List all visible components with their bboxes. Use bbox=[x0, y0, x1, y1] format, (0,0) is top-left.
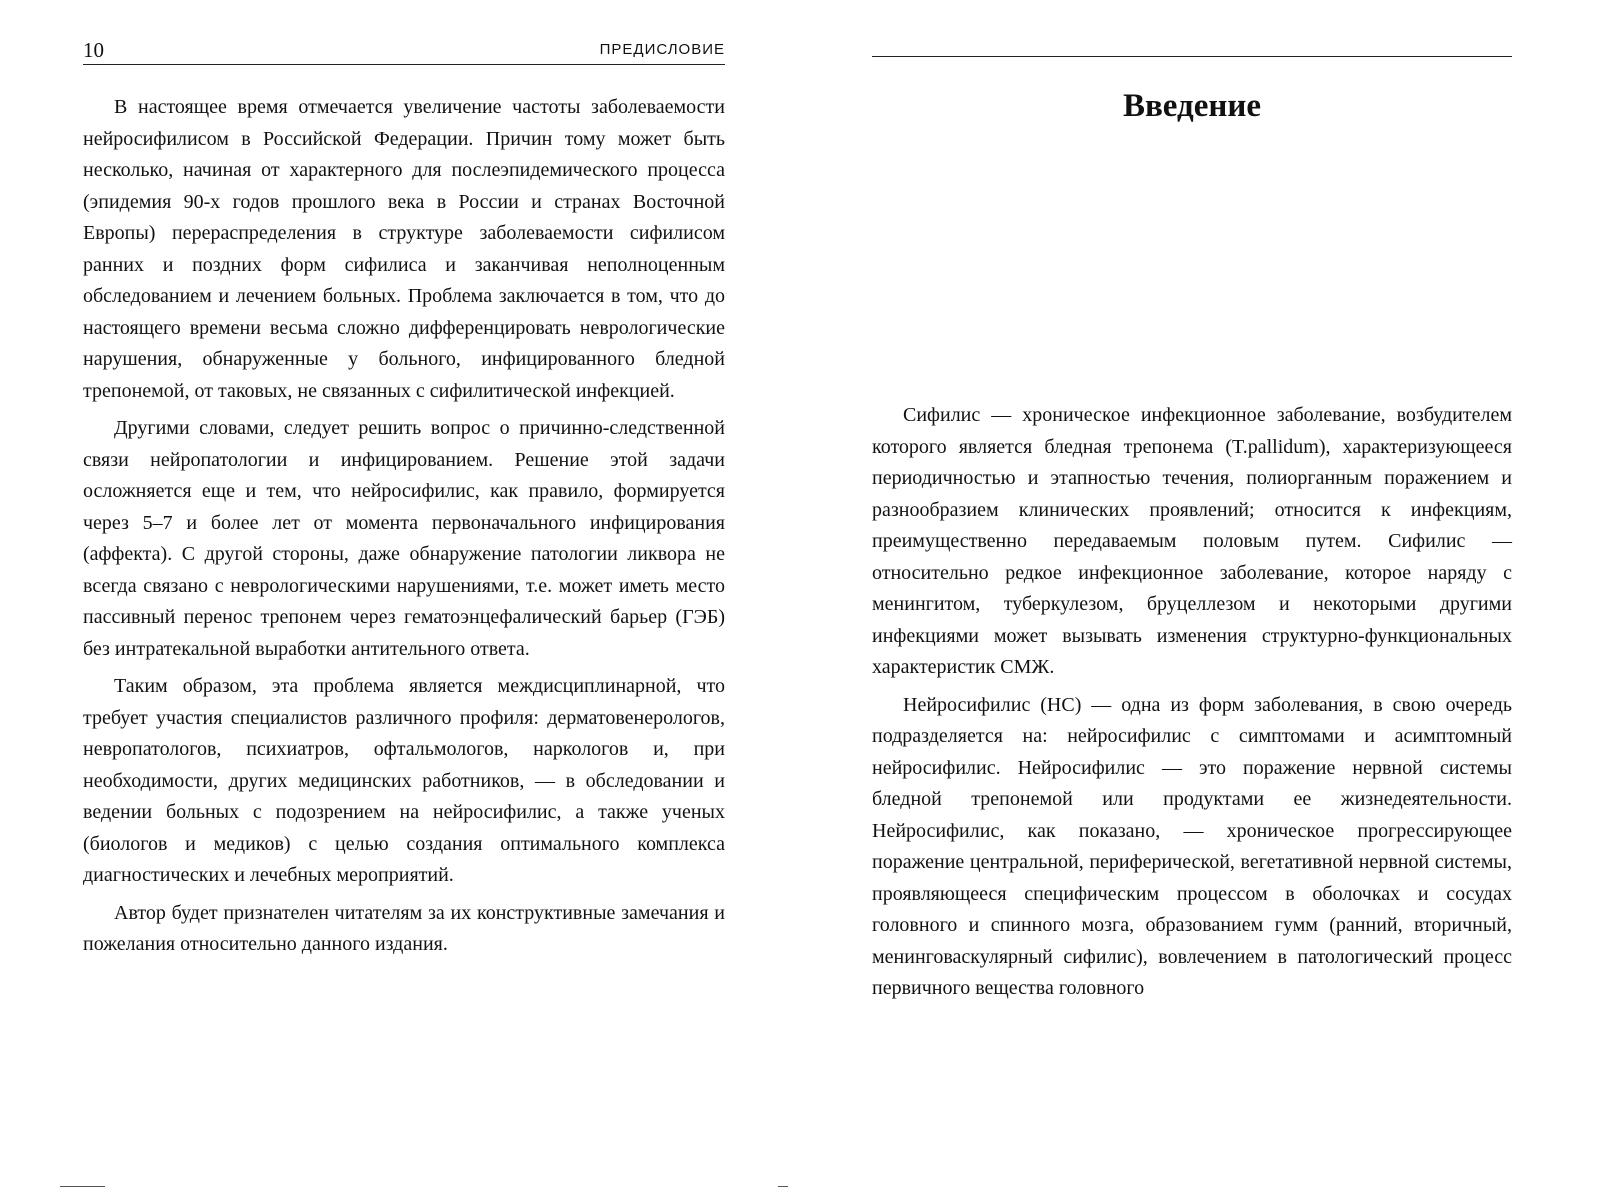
chapter-title: Введение bbox=[1122, 88, 1262, 124]
paragraph-2: Нейросифилис (НС) — одна из форм заболевания, в свою очередь подразделяется на: нейросифилис с симптомами и асимптомный нейросифилис. Нейросифилис — это поражение нервной системы бледной трепонемой или продуктами ее жизнедеятельности. Нейросифилис, как показано, — хроническое прогрессирующее поражение центральной, периферической, вегетативной нервной системы, проявляющееся специфическим процессом в оболочках и сосудах головного и спинного мозга, образованием гумм (ранний, вторичный, менинговаскулярный сифилис), вовлечением в патологический процесс первичного вещества головного bbox=[872, 693, 1512, 999]
preface-text bbox=[83, 92, 725, 967]
introduction-text bbox=[872, 400, 1512, 1011]
page-number: 10 bbox=[83, 38, 104, 62]
running-head bbox=[83, 38, 725, 65]
paragraph-3: Таким образом, эта проблема является междисциплинарной, что требует участия специалистов различного профиля: дерматовенерологов, невропатологов, психиатров, офтальмологов, наркологов и, при необходимости, других медицинских работников, — в обследовании и ведении больных с подозрением на нейросифилис, а также ученых (биологов и медиков) с целью создания оптимального комплекса диагностических и лечебных мероприятий. bbox=[83, 675, 725, 886]
scan-artifact-mark bbox=[778, 1186, 788, 1187]
paragraph-2: Другими словами, следует решить вопрос о причинно-следственной связи нейропатологии и инфицированием. Решение этой задачи осложняется еще и тем, что нейросифилис, как правило, формируется через 5–7 и более лет от момента первоначального инфицирования (аффекта). С другой стороны, даже обнаружение патологии ликвора не всегда связано с неврологическими нарушениями, т.е. может иметь место пассивный перенос трепонем через гематоэнцефалический барьер (ГЭБ) без интратекальной выработки антительного ответа. bbox=[83, 417, 725, 660]
paragraph-4: Автор будет признателен читателям за их конструктивные замечания и пожелания относительно данного издания. bbox=[83, 901, 725, 955]
scan-artifact-mark bbox=[60, 1186, 105, 1187]
header-rule bbox=[872, 56, 1512, 57]
paragraph-1: В настоящее время отмечается увеличение частоты заболеваемости нейросифилисом в Российской Федерации. Причин тому может быть несколько, начиная от характерного для послеэпидемического процесса (эпидемия 90-х годов прошлого века в России и странах Восточной Европы) перераспределения в структуре заболеваемости сифилисом ранних и поздних форм сифилиса и заканчивая неполноценным обследованием и лечением больных. Проблема заключается в том, что до настоящего времени весьма сложно дифференцировать неврологические нарушения, обнаруженные у больного, инфицированного бледной трепонемой, от таковых, не связанных с сифилитической инфекцией. bbox=[83, 96, 725, 402]
paragraph-1: Сифилис — хроническое инфекционное заболевание, возбудителем которого является бледная трепонема (T.pallidum), характеризующееся периодичностью и этапностью течения, полиорганным поражением и разнообразием клинических проявлений; относится к инфекциям, преимущественно передаваемым половым путем. Сифилис — относительно редкое инфекционное заболевание, которое наряду с менингитом, туберкулезом, бруцеллезом и некоторыми другими инфекциями может вызывать изменения структурно-функциональных характеристик СМЖ. bbox=[872, 404, 1512, 678]
left-page bbox=[83, 0, 725, 1192]
running-section-title: ПРЕДИСЛОВИЕ bbox=[599, 41, 725, 58]
right-page bbox=[872, 0, 1512, 1192]
